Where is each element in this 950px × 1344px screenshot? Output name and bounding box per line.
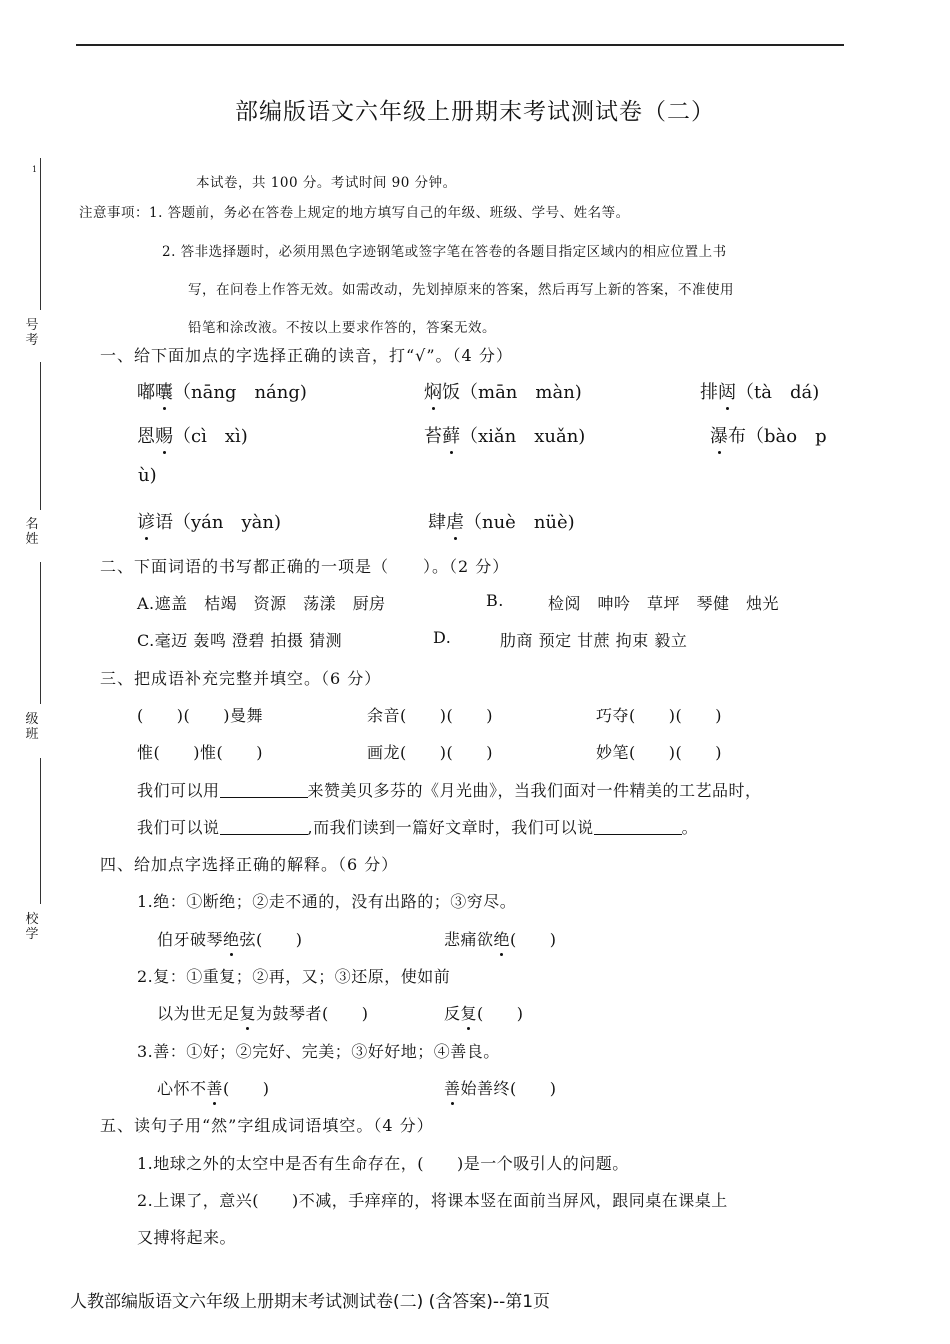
s4-dotted-char: 绝 (493, 930, 511, 949)
notes-item2-line3: 铅笔和涂改液。不按以上要求作答的，答案无效。 (188, 320, 496, 336)
s4-q1-item-b: 悲痛欲绝( ) (444, 930, 557, 949)
s3-idiom-1: ( )( )曼舞 (137, 706, 263, 725)
s3-answer-blank-2[interactable] (220, 818, 308, 835)
page-title: 部编版语文六年级上册期末考试测试卷（二） (235, 99, 715, 125)
margin-line-3 (40, 562, 41, 704)
s4-q2-item-a: 以为世无足复为鼓琴者( ) (157, 1004, 369, 1023)
s4-q3-item-b: 善始善终( ) (444, 1079, 557, 1098)
s1-item-pubu: 瀑布（bào p (710, 426, 827, 447)
s5-question-2-line2: 又搏将起来。 (137, 1228, 237, 1247)
margin-label-kaohao: 号考 (25, 318, 39, 348)
s1-dotted-char: 藓 (442, 426, 460, 447)
s1-item-yanyu: 谚语（yán yàn) (137, 512, 282, 533)
s5-question-2-line1: 2.上课了，意兴( )不减，手痒痒的，将课本竖在面前当屏风，跟同桌在课桌上 (137, 1191, 728, 1210)
notes-total: 本试卷，共 100 分。考试时间 90 分钟。 (196, 175, 457, 191)
s5-question-1: 1.地球之外的太空中是否有生命存在，( )是一个吸引人的问题。 (137, 1154, 629, 1173)
s3-answer-blank-3[interactable] (594, 818, 682, 835)
s2-option-d: 肋商 预定 甘蔗 拘束 毅立 (500, 631, 688, 650)
s2-option-b: 检阅 呻吟 草坪 琴健 烛光 (548, 594, 780, 613)
s1-item-sinue: 肆虐（nuè nüè) (428, 512, 575, 533)
margin-line-1 (40, 158, 41, 310)
s2-option-c: C.毫迈 轰鸣 澄碧 拍摄 猜测 (137, 631, 343, 650)
s2-option-a: A.遮盖 桔竭 资源 荡漾 厨房 (137, 594, 386, 613)
s4-q1-definitions: 1.绝：①断绝；②走不通的，没有出路的；③穷尽。 (137, 892, 517, 911)
section1-heading: 一、给下面加点的字选择正确的读音，打“√”。（4 分） (100, 346, 513, 365)
s4-dotted-char: 复 (460, 1004, 478, 1023)
s4-dotted-char: 善 (444, 1079, 461, 1098)
s1-dotted-char: 谚 (137, 512, 155, 533)
s1-dotted-char: 囔 (155, 382, 173, 403)
s1-dotted-char: 焖 (424, 382, 442, 403)
notes-item2-line2: 写，在问卷上作答无效。如需改动，先划掉原来的答案，然后再写上新的答案，不准使用 (188, 282, 734, 298)
s1-dotted-char: 赐 (155, 426, 173, 447)
section3-heading: 三、把成语补充完整并填空。（6 分） (100, 669, 382, 688)
s3-idiom-2: 余音( )( ) (367, 706, 493, 725)
page-footer: 人教部编版语文六年级上册期末考试测试卷(二) (含答案)--第1页 (70, 1292, 551, 1312)
margin-line-2 (40, 362, 41, 510)
s3-fill-line-2: 我们可以说 ,而我们读到一篇好文章时，我们可以说 。 (137, 818, 699, 837)
s1-item-menfan: 焖饭（mān màn) (424, 382, 582, 403)
s2-option-b-letter: B. (486, 591, 504, 610)
s2-option-d-letter: D. (433, 628, 452, 647)
s1-item-enci: 恩赐（cì xì) (137, 426, 248, 447)
section2-heading: 二、下面词语的书写都正确的一项是（ ）。（2 分） (100, 557, 510, 576)
top-rule (76, 44, 844, 46)
s4-dotted-char: 复 (239, 1004, 257, 1023)
s1-item-paita: 排闼（tà dá) (700, 382, 820, 403)
margin-line-4 (40, 758, 41, 904)
s4-q1-item-a: 伯牙破琴绝弦( ) (157, 930, 303, 949)
s4-q2-item-b: 反复( ) (444, 1004, 524, 1023)
margin-tick: 1 (32, 165, 38, 174)
section5-heading: 五、读句子用“然”字组成词语填空。（4 分） (100, 1116, 434, 1135)
s4-q3-definitions: 3.善：①好；②完好、完美；③好好地；④善良。 (137, 1042, 500, 1061)
s1-dotted-char: 瀑 (710, 426, 728, 447)
s3-idiom-5: 画龙( )( ) (367, 743, 493, 762)
s4-q3-item-a: 心怀不善( ) (157, 1079, 270, 1098)
margin-label-banji: 级班 (25, 712, 39, 742)
s3-idiom-6: 妙笔( )( ) (596, 743, 722, 762)
s1-dotted-char: 闼 (718, 382, 736, 403)
s3-fill-line-1: 我们可以用 来赞美贝多芬的《月光曲》，当我们面对一件精美的工艺品时， (137, 781, 762, 800)
s4-dotted-char: 绝 (223, 930, 240, 949)
s1-item-pubu-wrap: ù) (138, 465, 157, 486)
s1-dotted-char: 虐 (446, 512, 464, 533)
margin-label-xuexiao: 校学 (25, 912, 39, 942)
s3-idiom-4: 惟( )惟( ) (137, 743, 263, 762)
notes-item2-line1: 2. 答非选择题时，必须用黑色字迹钢笔或签字笔在答卷的各题目指定区域内的相应位置上书 (162, 244, 727, 260)
s1-item-nang: 嘟囔（nāng náng) (137, 382, 307, 403)
section4-heading: 四、给加点字选择正确的解释。（6 分） (100, 855, 399, 874)
margin-label-xingming: 名姓 (25, 517, 39, 547)
s4-dotted-char: 善 (206, 1079, 224, 1098)
s3-answer-blank-1[interactable] (220, 781, 308, 798)
s4-q2-definitions: 2.复：①重复；②再，又；③还原，使如前 (137, 967, 451, 986)
s1-item-taixian: 苔藓（xiǎn xuǎn) (424, 426, 586, 447)
notes-item1: 注意事项：1. 答题前，务必在答卷上规定的地方填写自己的年级、班级、学号、姓名等。 (79, 205, 630, 221)
s3-idiom-3: 巧夺( )( ) (596, 706, 722, 725)
